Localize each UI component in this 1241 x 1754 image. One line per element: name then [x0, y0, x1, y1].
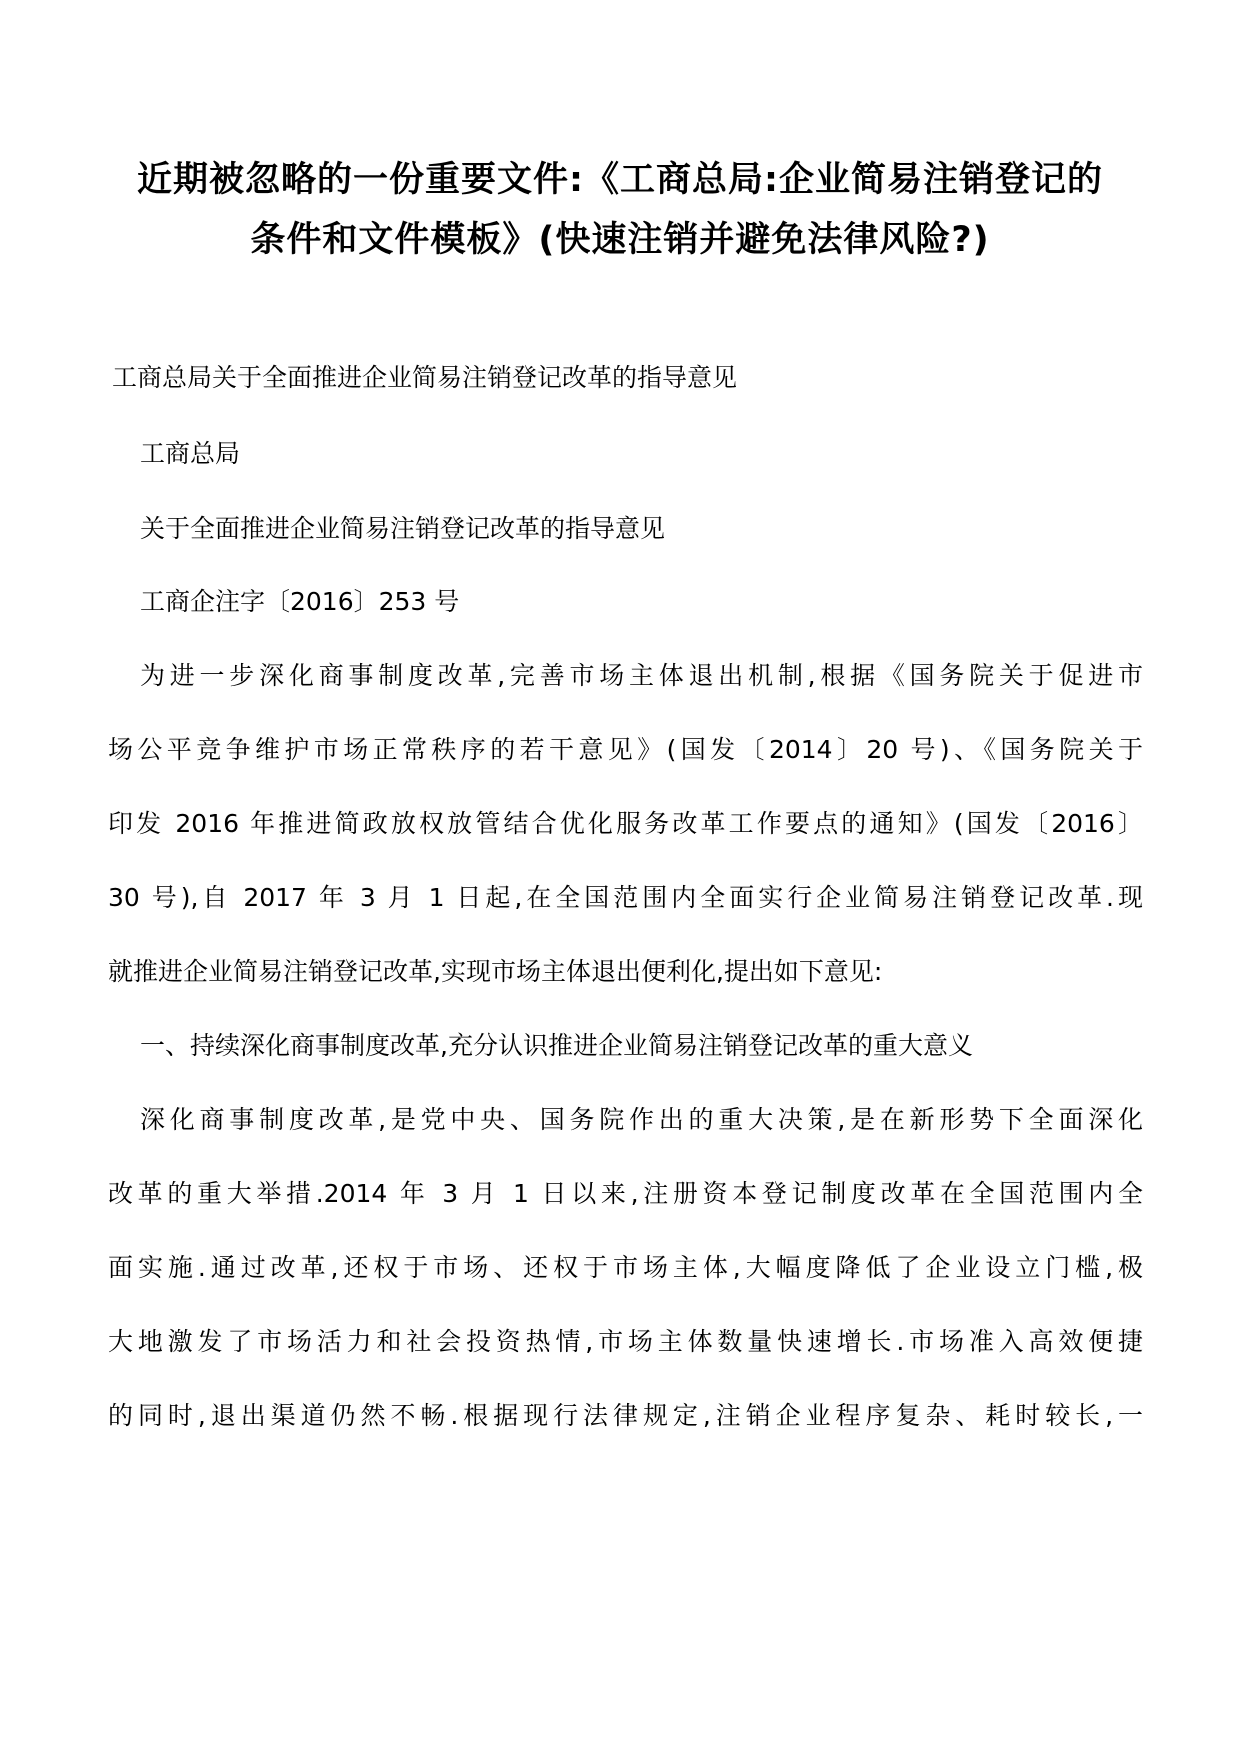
title-line-2: 条件和文件模板》(快速注销并避免法律风险?) [250, 220, 990, 260]
paragraph-1-line-4: 30 号),自 2017 年 3 月 1 日起,在全国范围内全面实行企业简易注销登记改革.现 [108, 883, 1143, 912]
paragraph-2-line-2: 改革的重大举措.2014 年 3 月 1 日以来,注册资本登记制度改革在全国范围内全 [108, 1179, 1143, 1208]
paragraph-2-line-5: 的同时,退出渠道仍然不畅.根据现行法律规定,注销企业程序复杂、耗时较长,一 [108, 1401, 1143, 1430]
paragraph-2-line-1: 深化商事制度改革,是党中央、国务院作出的重大决策,是在新形势下全面深化 [140, 1105, 1143, 1134]
document-number: 工商企注字〔2016〕253 号 [140, 587, 460, 616]
title-line-1: 近期被忽略的一份重要文件:《工商总局:企业简易注销登记的 [137, 160, 1103, 200]
paragraph-2-line-4: 大地激发了市场活力和社会投资热情,市场主体数量快速增长.市场准入高效便捷 [108, 1327, 1143, 1356]
paragraph-1-line-1: 为进一步深化商事制度改革,完善市场主体退出机制,根据《国务院关于促进市 [140, 661, 1143, 690]
paragraph-1-line-2: 场公平竞争维护市场正常秩序的若干意见》(国发〔2014〕20 号)、《国务院关于 [108, 735, 1143, 764]
issuer-line: 工商总局 [140, 439, 241, 468]
document-heading: 工商总局关于全面推进企业简易注销登记改革的指导意见 [112, 363, 738, 392]
subject-line: 关于全面推进企业简易注销登记改革的指导意见 [140, 514, 666, 543]
paragraph-1-line-5: 就推进企业简易注销登记改革,实现市场主体退出便利化,提出如下意见: [108, 957, 883, 986]
paragraph-2-line-3: 面实施.通过改革,还权于市场、还权于市场主体,大幅度降低了企业设立门槛,极 [108, 1253, 1143, 1282]
document-title [90, 150, 1150, 270]
paragraph-1-line-3: 印发 2016 年推进简政放权放管结合优化服务改革工作要点的通知》(国发〔2016〕 [108, 809, 1143, 838]
section-1-heading: 一、持续深化商事制度改革,充分认识推进企业简易注销登记改革的重大意义 [140, 1031, 973, 1060]
